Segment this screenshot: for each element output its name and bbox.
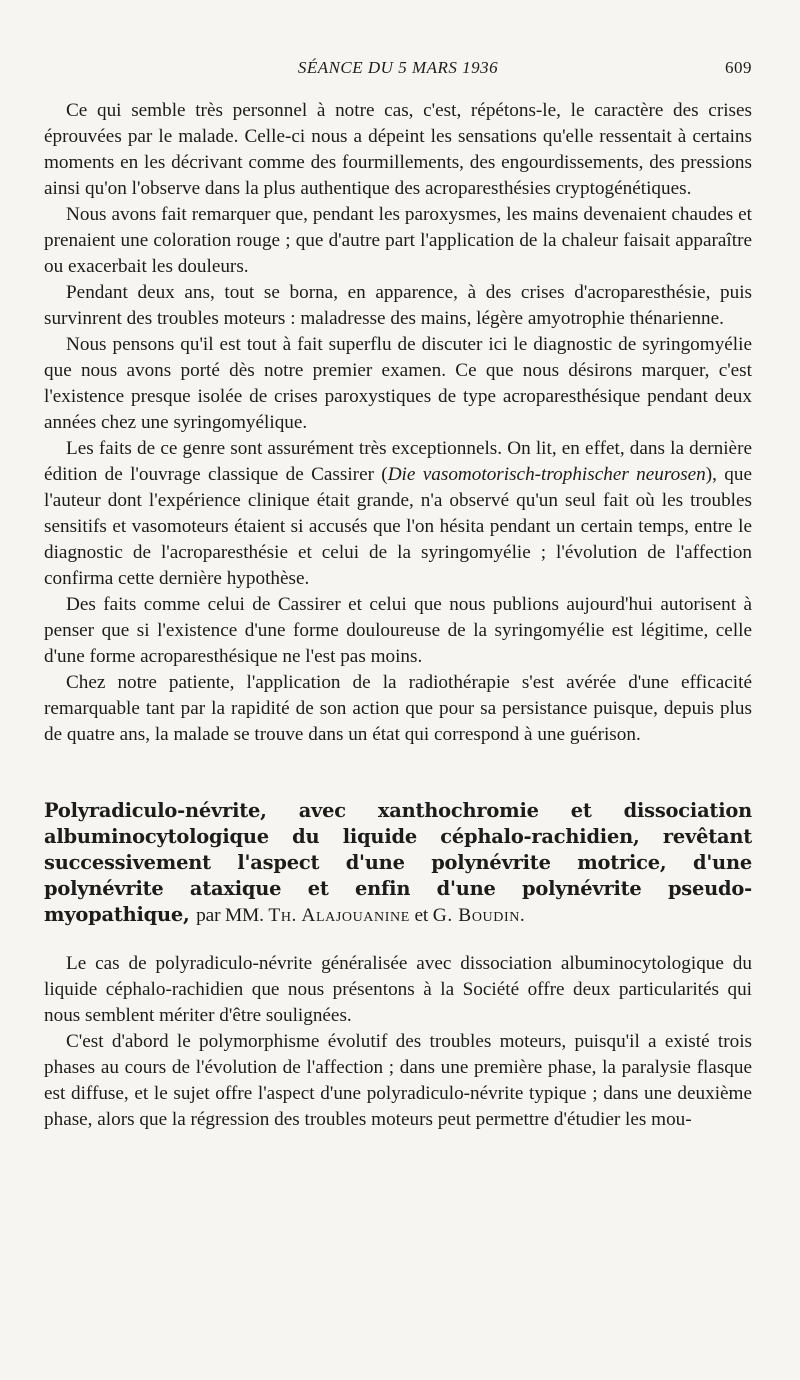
book-title: Die vasomotorisch-trophischer neurosen <box>387 464 706 485</box>
article-title: Polyradiculo-névrite, avec xanthochromie et dissociation albuminocytologique du liquide céphalo-rachidien, revêtant successivement l'aspect d'une polynévrite motrice, d'une polynévrite ataxique et enfin d'une polynévrite pseudo-myopathique, <box>44 799 752 926</box>
paragraph: Ce qui semble très personnel à notre cas, c'est, répétons-le, le caractère des crises éprouvées par le malade. Celle-ci nous a dépeint les sensations qu'elle ressentait à certains moments en les décrivant comme des fourmillements, des engourdissements, des pressions ainsi qu'on l'observe dans la plus authentique des acroparesthésies cryptogénétiques. <box>44 100 752 199</box>
paragraph-cassirer <box>44 436 752 592</box>
paragraph: Nous avons fait remarquer que, pendant les paroxysmes, les mains devenaient chaudes et prenaient une coloration rouge ; que d'autre part l'application de la chaleur faisait apparaître ou exacerbait les douleurs. <box>44 204 752 277</box>
author-conjunction: et <box>414 905 429 926</box>
page-number: 609 <box>725 58 752 77</box>
text-run: ), que l'auteur dont l'expérience clinique était grande, n'a observé qu'un seul fait où les troubles sensitifs et vasomoteurs étaient si accusés que l'on hésita pendant un certain temps, entre le diagnostic de l'acroparesthésie et celui de la syringomyélie ; l'évolution de l'affection confirma cette dernière hypothèse. <box>44 464 753 589</box>
article-heading <box>44 798 752 929</box>
authors-line <box>196 905 525 926</box>
paragraph: Le cas de polyradiculo-névrite généralisée avec dissociation albuminocytologique du liquide céphalo-rachidien que nous présentons à la Société offre deux particularités qui nous semblent mériter d'être soulignées. <box>44 953 752 1026</box>
body-text-article <box>44 951 752 1133</box>
authors-prefix: MM. <box>225 905 264 926</box>
paragraph: Des faits comme celui de Cassirer et celui que nous publions aujourd'hui autorisent à penser que si l'existence d'une forme douloureuse de la syringomyélie est légitime, celle d'une forme acroparesthésique ne l'est pas moins. <box>44 594 752 667</box>
by-word: par <box>196 905 221 926</box>
paragraph: C'est d'abord le polymorphisme évolutif des troubles moteurs, puisqu'il a existé trois phases au cours de l'évolution de l'affection ; dans une première phase, la paralysie flasque est diffuse, et le sujet offre l'aspect d'une polyradiculo-névrite typique ; dans une deuxième phase, alors que la régression des troubles moteurs peut permettre d'étudier les mou- <box>44 1031 752 1130</box>
running-head <box>44 58 752 88</box>
paragraph: Nous pensons qu'il est tout à fait superflu de discuter ici le diagnostic de syringomyélie que nous avons porté dès notre premier examen. Ce que nous désirons marquer, c'est l'existence presque isolée de crises paroxystiques de type acroparesthésique pendant deux années chez une syringomyélique. <box>44 334 752 433</box>
paragraph: Chez notre patiente, l'application de la radiothérapie s'est avérée d'une efficacité remarquable tant par la rapidité de son action que pour sa persistance puisque, depuis plus de quatre ans, la malade se trouve dans un état qui correspond à une guérison. <box>44 672 752 745</box>
paragraph: Pendant deux ans, tout se borna, en apparence, à des crises d'acroparesthésie, puis survinrent des troubles moteurs : maladresse des mains, légère amyotrophie thénarienne. <box>44 282 752 329</box>
text-run: Les faits de ce genre sont assurément très exceptionnels. On lit, en effet, dans la dernière édition de l'ouvrage classique de Cassirer ( <box>44 438 752 485</box>
body-text-top <box>44 98 752 748</box>
author-name: G. Boudin. <box>432 905 526 926</box>
running-title: SÉANCE DU 5 MARS 1936 <box>297 58 499 77</box>
author-name: Th. Alajouanine <box>268 905 410 926</box>
